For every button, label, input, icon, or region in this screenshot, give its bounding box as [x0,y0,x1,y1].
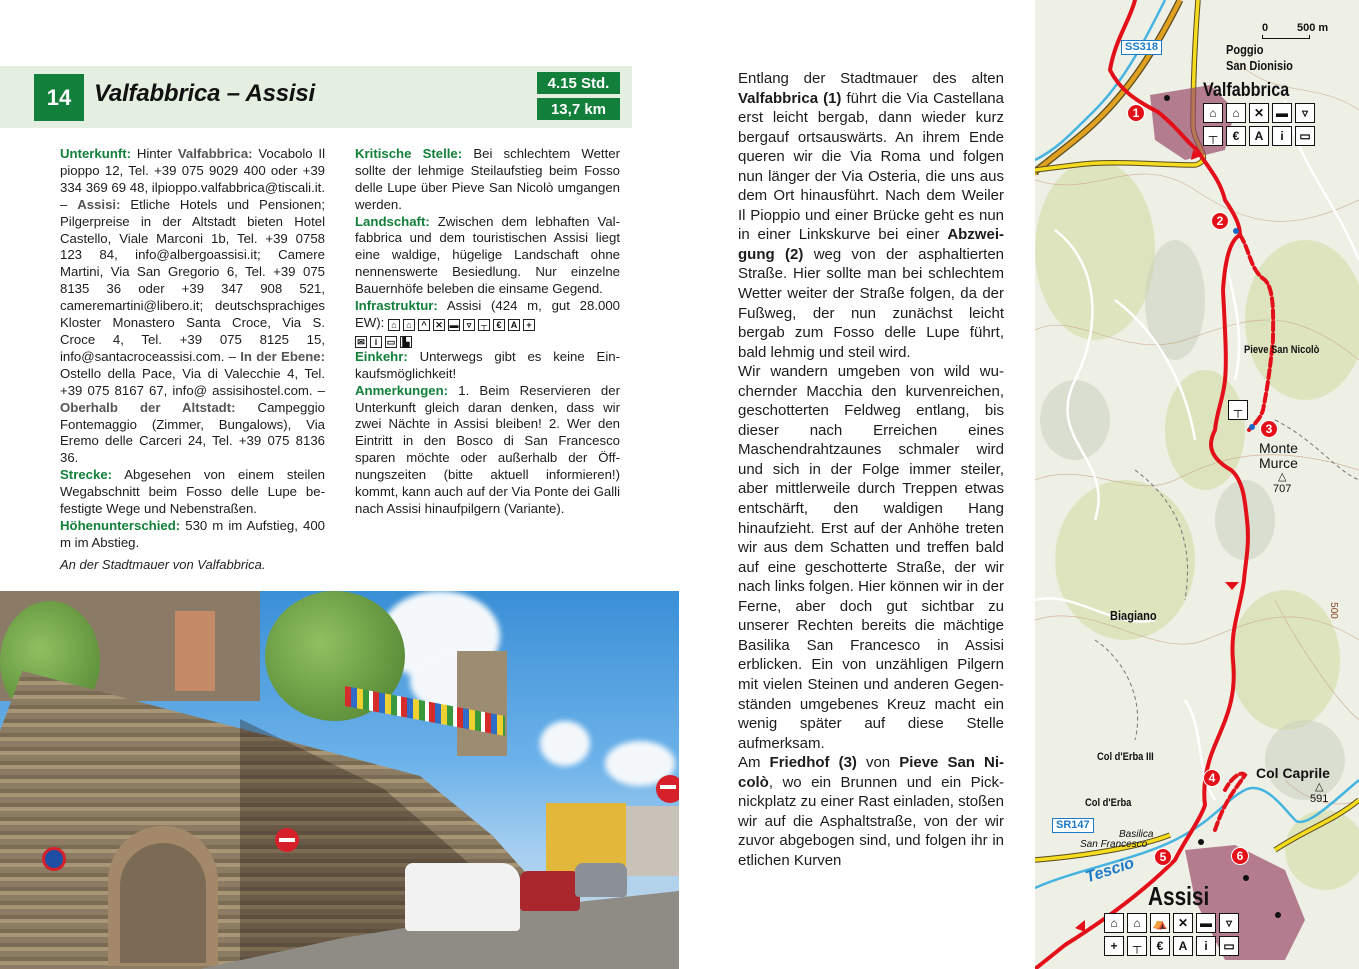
no-entry-sign [656,775,679,803]
hotel-icon: ⌂ [1203,103,1223,123]
contour-label-500: 500 [1327,602,1339,619]
road-badge-sr147: SR147 [1052,818,1094,833]
bus-icon: ▭ [386,336,396,347]
restaurant-icon: ✕ [433,319,445,331]
spot-height-murce: △ 707 [1273,471,1292,495]
restaurant-icon: ✕ [1173,913,1193,933]
height-value: 591 [1310,793,1329,805]
map-label-pieve-san-nicolo: Pieve San Nicolò [1244,344,1320,356]
waypoint-4: 4 [1203,769,1221,787]
hotel-icon: ⌂ [388,319,400,331]
cafe-icon: ▬ [1196,913,1216,933]
bus-icon: ▭ [1219,936,1239,956]
train-icon: ▙ [400,336,412,348]
route-text: weg von der asphaltierten Straße. Hier sollte man bei schlechtem Wetter weiter der Straße folgen, da der Fußweg, der nun zunächst leicht bergab zum Fosso delle Lupe führt, bald lehmig und steil wird. [738,245,1004,361]
unterkunft-text-4: Ostello della Pace, Via di Valecchie 4, Tel. +39 075 8167 67, info@ assisihostel.com. – [60,365,325,398]
waypoint-2: 2 [1211,212,1229,230]
route-map [1035,0,1359,969]
road-badge-ss318: SS318 [1121,40,1162,55]
cafe-icon: ▬ [1272,103,1292,123]
campsite-icon: ^ [418,319,430,331]
map-label-san-dionisio: San Dionisio [1226,58,1293,73]
map-label-biagiano: Biagiano [1110,608,1157,623]
anmerkungen-text: 1. Beim Reservieren der Unterkunft gleich daran denken, dass wir zwei Nächte in Assisi bleiben! 2. Wer den Eintritt in den Bosco di San Francesco sparen möchte oder außerhalb der Öffnungszeiten (bitte aktuell informieren!) kommt, kann auch auf der Via Ponte dei Galli nach Assisi hinaufpilgern (Variante). [355,382,620,516]
info-icon: i [1272,126,1292,146]
waypoint-1: 1 [1127,104,1145,122]
landschaft-text: Zwischen dem lebhaften Valfabbrica und dem touristischen Assisi liegt eine waldige, hügelige Landschaft ohne nennenswerte Besiedlung. Nur einzelne Bauernhöfe beleben die einsame Gegend. [355,213,620,297]
einkehr-label: Einkehr: [355,348,408,364]
oberhalb-label: Oberhalb der Altstadt: [60,399,236,415]
distance-badge: 13,7 km [537,98,620,120]
valfabbrica-label: Valfabbrica: [177,146,253,161]
waypoint-6: 6 [1231,847,1249,865]
waypoint-5: 5 [1154,848,1172,866]
unterkunft-label: Unterkunft: [60,146,132,161]
route-text: Am [738,754,770,772]
route-text: Wir wandern umgeben von wild wuchernder Macchia den kurvenreichen, geschotterten Feldweg entlang, bis dieser nach Erreichen eines Maschendrahtzaunes schmaler wird und sich in der Folge immer steiler, aber mittlerweile durch Treppen etwas entschärft, den waldigen Hang hinaufzieht. Erst auf der Anhöhe treten wir aus dem Schatten und treffen bald auf eine geschotterte Straße, der wir nach links folgen. Hier können wir in der Ferne, aber doch gut sichtbar zu unserer Rechten bereits die mächtige Basilika San Francesco in Assisi erblicken. Ein von unzähligen Pilgern mit vielen Steinen und anderen Gegenständen umgebenes Kreuz macht ein wenig später auf diese Stelle aufmerksam. [738,363,1004,752]
pharmacy-icon: A [1173,936,1193,956]
hut-icon: ⌂ [403,319,415,331]
tour-number-badge: 14 [34,74,84,121]
shop-icon: ▿ [463,319,475,331]
waypoint-3: 3 [1260,420,1278,438]
tour-title: Valfabbrica – Assisi [94,80,316,107]
map-label-tescio: Tescio [1083,854,1137,887]
post-icon: ✉ [355,336,367,348]
spot-height-caprile: △ 591 [1310,781,1329,805]
map-label-poggio: Poggio [1226,42,1264,57]
map-label-col-caprile: Col Caprile [1256,765,1330,781]
pharmacy-icon: A [508,319,520,331]
info-column-left [60,146,325,552]
unterkunft-text-5: Campeggio Fontemaggio (Zimmer, Bungalows), Via Eremo delle Carceri 24, Tel. +39 075 8136 36. [60,399,325,466]
waypoint-ref: Friedhof (3) [769,754,857,772]
route-text: Entlang der Stadtmauer des alten [738,70,1004,87]
hotel-icon: ⌂ [1104,913,1124,933]
assisi-label: Assisi: [77,196,121,212]
map-scale-zero: 0 [1262,22,1269,34]
map-label-monte: Monte [1259,440,1298,456]
map-label-san-francesco: San Francesco [1080,839,1148,850]
route-text: , wo ein Brunnen und ein Picknickplatz zu einer Rast einladen, stoßen wir auf die Asphaltstraße, von der wir zuvor abgebogen sind, und folgen ihr in etlichen Kurven [738,773,1004,869]
bus-icon: ▭ [1295,126,1315,146]
kritisch-text: Bei schlechtem Wetter sollte der lehmige Steilaufstieg beim Fosso delle Lupe über Pieve San Nicolò umgangen werden. [355,145,620,212]
route-text: führt die Via Castellana erst leicht bergab, dann wieder kurz bergauf ortsauswärts. An ihrem Ende queren wir die Via Roma und folgen nun länger der Via Osteria, die uns aus dem Ort hinausführt. Nach dem Weiler Il Pioppio und einer Brücke geht es nun in einer Linkskurve bei einer [738,89,1004,244]
water-tap-icon: ┬ [1228,400,1248,420]
euro-icon: € [1226,126,1246,146]
shop-icon: ▿ [1295,103,1315,123]
valfabbrica-facility-icons [1203,103,1315,146]
map-scale-bar [1262,35,1310,39]
map-label-valfabbrica: Valfabbrica [1203,80,1290,101]
height-value: 707 [1273,483,1292,495]
map-label-assisi: Assisi [1148,881,1210,911]
restaurant-icon: ✕ [1249,103,1269,123]
strecke-label: Strecke: [60,467,113,483]
pharmacy-icon: A [1249,126,1269,146]
kritisch-label: Kritische Stelle: [355,145,463,161]
map-label-murce: Murce [1259,455,1298,471]
no-parking-sign [42,847,66,871]
hoehen-text: 530 m im Aufstieg, 400 m im Abstieg. [60,517,325,550]
first-aid-icon: + [523,319,535,331]
photo-valfabbrica-wall [0,591,679,969]
duration-badge: 4.15 Std. [537,72,620,94]
ebene-label: In der Ebene: [240,348,325,364]
hut-icon: ⌂ [1226,103,1246,123]
route-description [738,69,1004,870]
map-label-basilica: Basilica [1119,829,1154,840]
cafe-icon: ▬ [449,319,459,330]
landschaft-label: Landschaft: [355,213,430,229]
einkehr-text: Unterwegs gibt es keine Einkaufsmöglichkeit! [355,348,620,381]
strecke-text: Abgesehen von einem steilen Wegabschnitt beim Fosso delle Lupe befestigte Wege und Nebenstraßen. [60,467,325,517]
map-label-col-erba: Col d'Erba [1085,797,1132,809]
campsite-icon: ⛺ [1150,913,1170,933]
route-text: von [856,754,900,772]
info-icon: i [1196,936,1216,956]
waypoint-ref: Valfabbrica (1) [738,89,842,107]
water-tap-icon: ┬ [1203,126,1223,146]
map-label-col-erba-iii: Col d'Erba III [1097,751,1154,763]
unterkunft-text-1: Hinter [131,146,178,161]
waypoint-ref: Abzweigung (2) [738,226,1004,263]
shop-icon: ▿ [1219,913,1239,933]
hoehen-label: Höhenunterschied: [60,517,181,533]
water-tap-icon: ┬ [478,319,490,331]
euro-icon: € [493,319,505,331]
unterkunft-text-2: Vocabolo Il pioppo 12, Tel. +39 075 9029 400 oder +39 334 369 69 48, ilpioppo.valfabbrica@tiscali.it. – [60,146,325,212]
info-column-right [355,129,620,518]
anmerkungen-label: Anmerkungen: [355,382,449,398]
no-entry-sign [275,828,299,852]
map-scale-label: 500 m [1297,22,1329,34]
info-icon: i [370,336,382,348]
hut-icon: ⌂ [1127,913,1147,933]
first-aid-icon: + [1104,936,1124,956]
waypoint-ref: Pieve San Nicolò [738,754,1004,791]
water-tap-icon: ┬ [1127,936,1147,956]
infrastruktur-text: Assisi (424 m, gut 28.000 EW): [355,298,620,330]
assisi-facility-icons [1104,913,1239,956]
unterkunft-text-3: Etliche Hotels und Pensionen; Pilgerpreise in der Altstadt bieten Hotel Castello, Viale Marconi 1b, Tel. +39 0758 123 84, info@albergoassisi.it; Camere Martini, Via San Gregorio 6, Tel. +39 075 8135 36 oder +39 347 908 521, cameremartini@libero.it; deutschsprachiges Kloster Monastero Santa Croce, Via S. Croce 4, Tel. +39 075 8125 15, info@santacroceassisi.com. – [60,196,326,364]
euro-icon: € [1150,936,1170,956]
infrastruktur-label: Infrastruktur: [355,298,438,314]
photo-caption: An der Stadtmauer von Valfabbrica. [60,557,266,572]
